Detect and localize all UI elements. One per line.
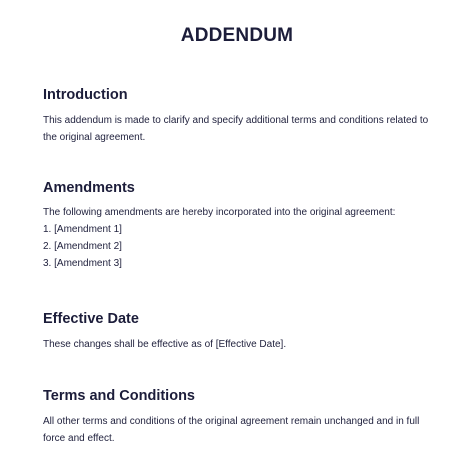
section-introduction bbox=[43, 85, 443, 146]
section-terms-and-conditions bbox=[43, 386, 443, 447]
section-body-introduction bbox=[43, 112, 443, 146]
section-effective-date bbox=[43, 309, 443, 353]
body-line: This addendum is made to clarify and specify additional terms and conditions related to bbox=[43, 115, 429, 126]
body-line: The following amendments are hereby incorporated into the original agreement: bbox=[43, 207, 396, 218]
section-heading-amendments: Amendments bbox=[43, 180, 135, 196]
section-heading-introduction: Introduction bbox=[43, 87, 128, 103]
section-body-effective-date bbox=[43, 336, 443, 353]
body-line: the original agreement. bbox=[43, 132, 146, 143]
amendment-item-3: 3. [Amendment 3] bbox=[43, 258, 122, 269]
amendment-item-2: 2. [Amendment 2] bbox=[43, 241, 122, 252]
body-line: These changes shall be effective as of [Effective Date]. bbox=[43, 339, 287, 350]
amendment-item-1: 1. [Amendment 1] bbox=[43, 224, 122, 235]
section-body-amendments bbox=[43, 204, 443, 272]
section-heading-terms-and-conditions: Terms and Conditions bbox=[43, 388, 195, 404]
section-amendments bbox=[43, 178, 443, 272]
body-line: All other terms and conditions of the original agreement remain unchanged and in full bbox=[43, 416, 420, 427]
section-heading-effective-date: Effective Date bbox=[43, 311, 139, 327]
document-title: ADDENDUM bbox=[180, 25, 294, 46]
section-body-terms-and-conditions bbox=[43, 413, 443, 447]
body-line: force and effect. bbox=[43, 433, 115, 444]
